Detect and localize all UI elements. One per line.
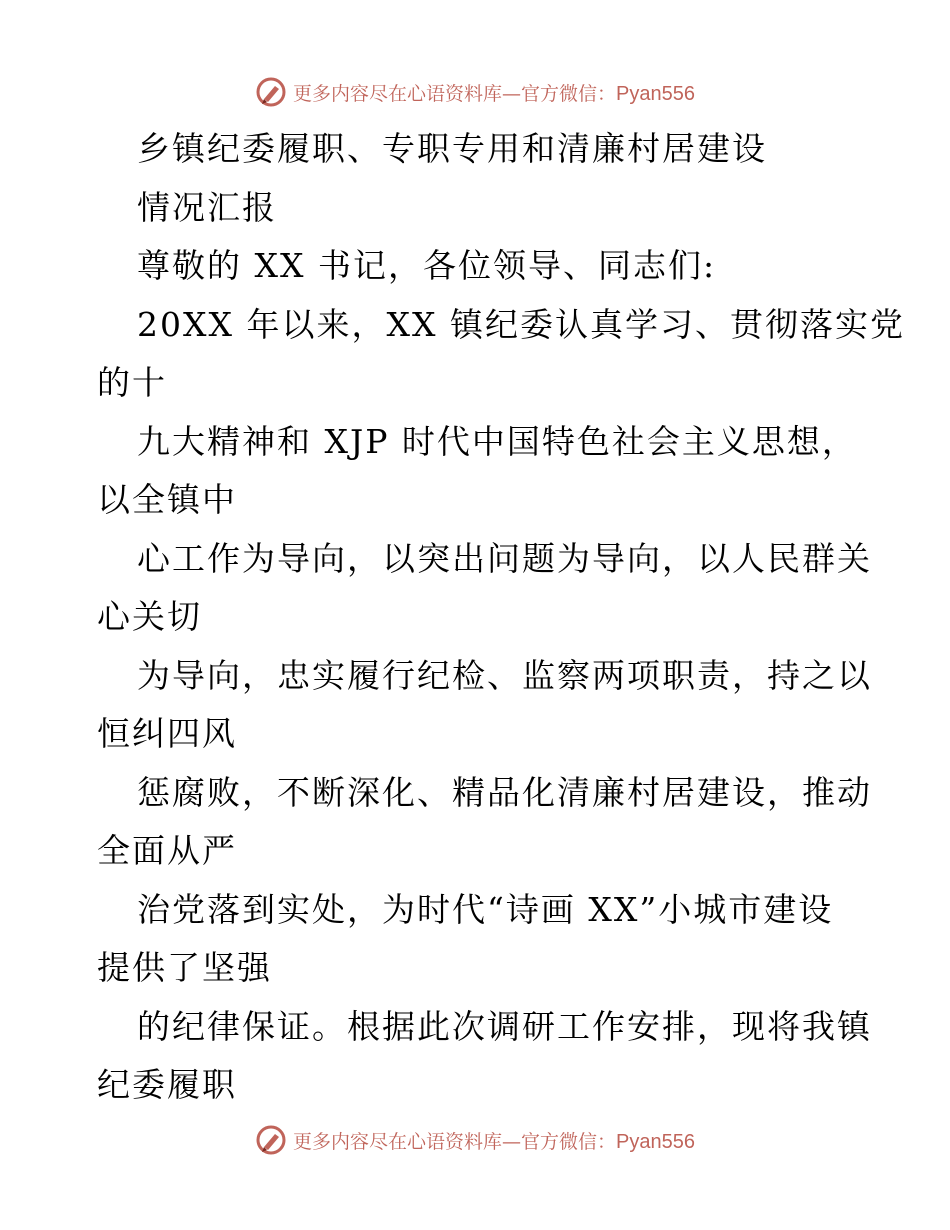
document-line: 心关切	[97, 597, 202, 636]
banner-separator: —	[502, 82, 522, 105]
header-banner	[0, 72, 950, 112]
banner-text	[293, 79, 695, 106]
document-line: 以全镇中	[97, 480, 237, 519]
banner-wechat-id: Pyan556	[616, 1130, 695, 1153]
document-line: 惩腐败，不断深化、精品化清廉村居建设，推动	[137, 772, 872, 812]
document-line: 提供了坚强	[97, 948, 272, 987]
document-line: 恒纠四风	[97, 714, 237, 753]
document-line: 纪委履职	[97, 1065, 237, 1104]
banner-separator: —	[502, 1130, 522, 1153]
document-line: 的纪律保证。根据此次调研工作安排，现将我镇	[137, 1006, 872, 1046]
footer-banner	[0, 1120, 950, 1160]
document-line: 的十	[97, 363, 167, 402]
banner-wechat-label: 官方微信：	[521, 82, 617, 105]
document-line: 心工作为导向，以突出问题为导向，以人民群关	[137, 538, 872, 578]
banner-text	[293, 1127, 695, 1154]
document-line: 尊敬的 XX 书记，各位领导、同志们:	[137, 246, 717, 285]
pen-logo-icon	[255, 76, 287, 108]
document-line: 九大精神和 XJP 时代中国特色社会主义思想，	[137, 421, 857, 461]
document-line: 治党落到实处，为时代“诗画 XX”小城市建设	[137, 889, 834, 929]
document-line: 情况汇报	[137, 187, 277, 227]
document-body	[97, 120, 905, 1115]
pen-logo-icon	[255, 1124, 287, 1156]
document-line: 全面从严	[97, 831, 237, 870]
document-line: 20XX 年以来，XX 镇纪委认真学习、贯彻落实党	[137, 304, 905, 344]
banner-text-main: 更多内容尽在心语资料库	[293, 1130, 503, 1153]
document-line: 为导向，忠实履行纪检、监察两项职责，持之以	[137, 655, 872, 695]
banner-text-main: 更多内容尽在心语资料库	[293, 82, 503, 105]
banner-wechat-id: Pyan556	[616, 82, 695, 105]
banner-wechat-label: 官方微信：	[521, 1130, 617, 1153]
document-line: 乡镇纪委履职、专职专用和清廉村居建设	[137, 129, 767, 168]
